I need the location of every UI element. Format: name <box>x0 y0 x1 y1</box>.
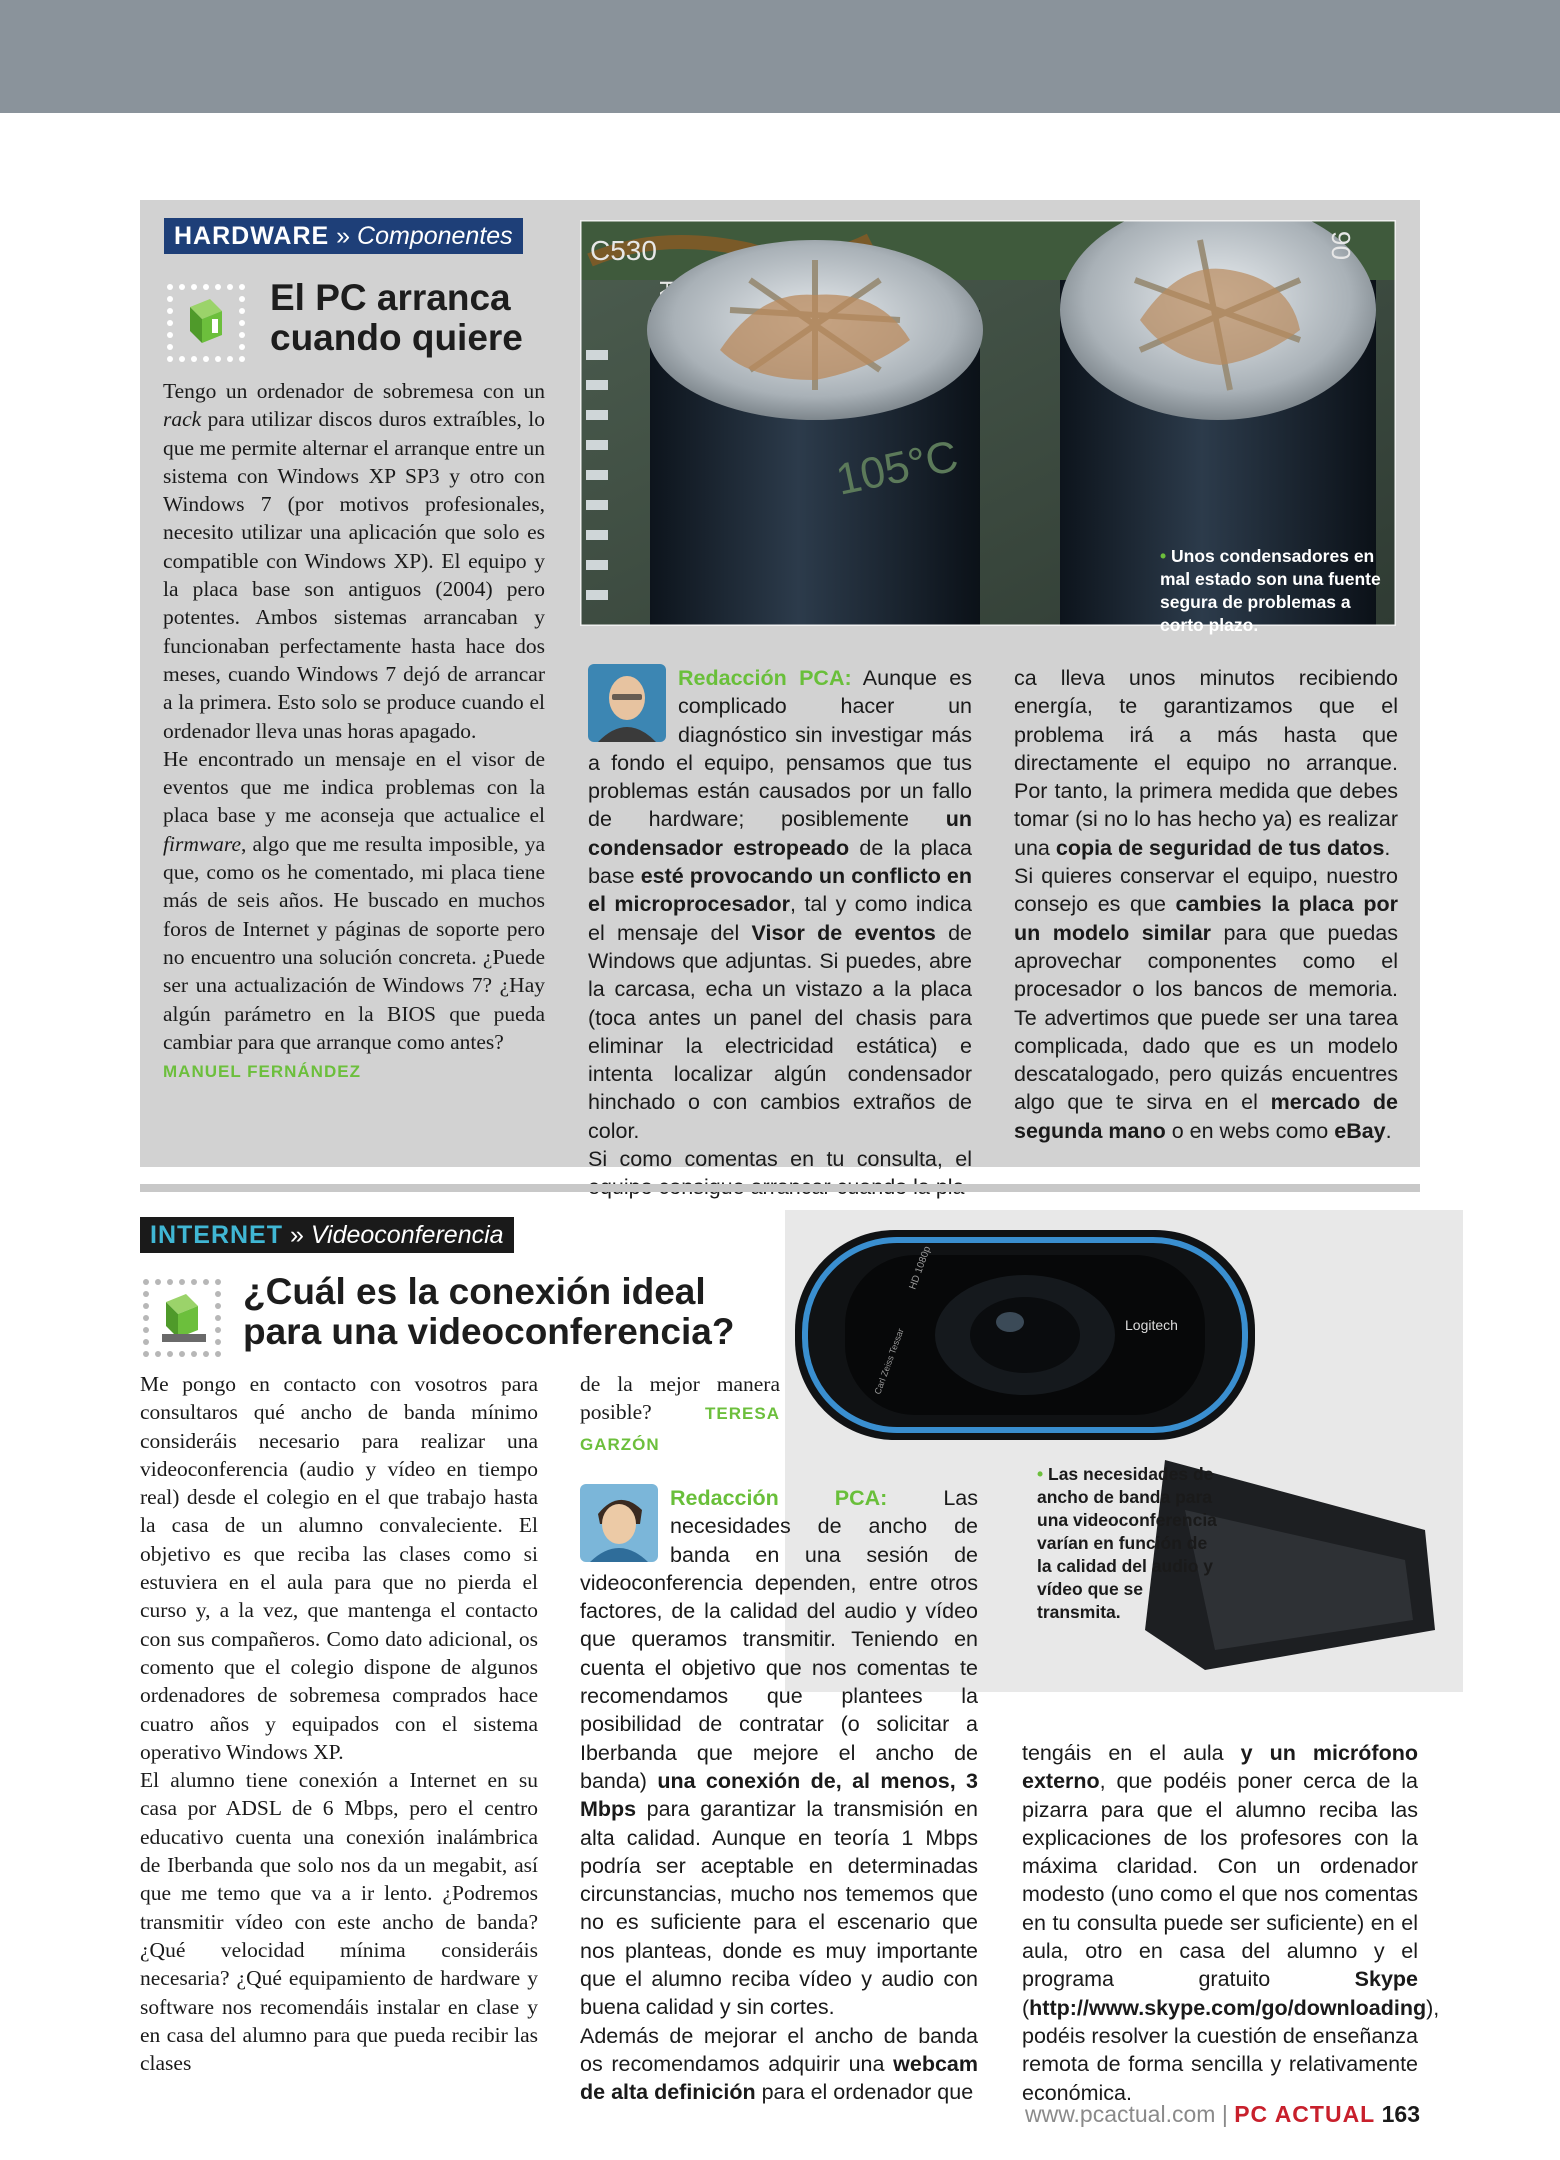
title-line-1: El PC arranca <box>270 277 511 318</box>
answer-text: Aunque es complicado hacer un diagnóstico sin investigar más a fondo el equipo, pensamos que tus problemas están causados por un fallo de hardware; posiblemente <box>588 666 972 832</box>
answer-bold: Skype <box>1354 1967 1418 1992</box>
answer-bold: esté provocando un conflicto en el microprocesador <box>588 864 972 917</box>
svg-text:06: 06 <box>1326 231 1356 260</box>
answer-bold: copia de seguridad de tus datos <box>1055 835 1385 860</box>
answer-bold: cambies la placa por un modelo similar <box>1014 892 1398 945</box>
question-text: El alumno tiene conexión a Internet en su casa por ADSL de 6 Mbps, pero el centro educativo cuenta una conexión inalámbrica de Iberbanda que solo nos da un megabit, así que me temo que va a ir lento. ¿Podremos transmitir vídeo con este ancho de banda? ¿Qué velocidad mínima consideráis necesaria? ¿Qué equipamiento de hardware y software nos recomendáis instalar en clase y en casa del alumno para que pueda recibir las clases <box>140 1768 538 2076</box>
svg-text:105°C: 105°C <box>831 431 963 505</box>
question-author: TERESA GARZÓN <box>580 1404 780 1454</box>
question-text: He encontrado un mensaje en el visor de eventos que me indica problemas con la placa base y me aconseja que actualice el <box>163 746 545 828</box>
answer-text: , que podéis poner cerca de la pizarra para que el alumno reciba las explicaciones de los profesores con la máxima claridad. Con un ordenador modesto (uno como el que nos comentas en tu consulta puede ser suficiente) en el aula, otro en casa del alumno y el programa gratuito <box>1022 1769 1418 1992</box>
answer-bold: y un micrófono externo <box>1022 1741 1418 1794</box>
answer-text: , tal y como indica el mensaje del <box>588 892 973 945</box>
footer-brand: PC ACTUAL <box>1234 2101 1376 2127</box>
answer-bold: webcam de alta definición <box>580 2051 978 2105</box>
editor-answer-column-2 <box>1022 1739 1440 2107</box>
answer-text: para el ordenador que <box>755 2080 974 2105</box>
caption-bullet-icon: • <box>1160 546 1171 566</box>
section-tag-hardware[interactable] <box>164 218 523 254</box>
section-separator: » <box>289 1221 304 1249</box>
caption-bullet-icon: • <box>1037 1464 1048 1484</box>
section-separator: » <box>336 222 351 250</box>
answer-text: o en webs como <box>1165 1118 1335 1143</box>
section-tag-internet[interactable] <box>140 1217 514 1253</box>
photo-caption <box>1160 545 1390 637</box>
section-name: INTERNET <box>150 1221 283 1249</box>
question-author: MANUEL FERNÁNDEZ <box>163 1062 361 1082</box>
answer-text: de la placa base <box>588 835 973 889</box>
footer-divider: | <box>1221 2101 1228 2127</box>
answer-text: Las necesidades de ancho de banda en una sesión de videoconferencia dependen, entre otros factores, de la calidad del audio y vídeo que queramos transmitir. Teniendo en cuenta el objetivo que nos comentas te recomendamos que plantees la posibilidad de contratar (o solicitar a Iberbanda que mejore el ancho de banda) <box>580 1486 978 1793</box>
subsection-name: Componentes <box>357 222 513 250</box>
section-name: HARDWARE <box>174 222 330 250</box>
answer-text: ), podéis resolver la cuestión de enseñanza remota de forma sencilla y relativamente económica. <box>1022 1995 1440 2105</box>
webcam-brand: Logitech <box>1125 1317 1178 1333</box>
editor-avatar <box>588 664 666 742</box>
editor-answer-column-1 <box>588 664 972 1202</box>
section-divider <box>140 1184 1420 1192</box>
answer-bold: eBay <box>1334 1118 1386 1143</box>
answer-text: . <box>1385 1118 1392 1143</box>
skype-link[interactable]: http://www.skype.com/go/downloading <box>1029 1995 1427 2020</box>
answer-bold: un condensador estropeado <box>588 807 972 860</box>
top-color-band <box>0 0 1560 113</box>
svg-text:C530: C530 <box>590 235 657 266</box>
caption-text: Unos condensadores en mal estado son una fuente segura de problemas a corto plazo. <box>1160 546 1381 635</box>
answer-label: Redacción PCA: <box>678 666 852 690</box>
question-text: Tengo un ordenador de sobremesa con un <box>163 379 545 403</box>
answer-text: Si quieres conservar el equipo, nuestro consejo es que <box>1014 864 1398 917</box>
question-italic: rack <box>163 407 202 432</box>
answer-text: ( <box>1022 1995 1030 2020</box>
article-title <box>270 278 570 358</box>
editor-avatar <box>580 1484 658 1562</box>
subsection-name: Videoconferencia <box>310 1221 504 1249</box>
webcam-model: HD 1080p <box>907 1244 934 1292</box>
answer-label: Redacción PCA: <box>670 1486 888 1510</box>
answer-bold: una conexión de, al menos, 3 Mbps <box>580 1768 978 1822</box>
answer-bold: Visor de eventos <box>751 920 936 945</box>
title-line-1: ¿Cuál es la conexión ideal <box>243 1271 706 1312</box>
question-text: , algo que me resulta imposible, ya que, como os he comentado, mi placa tiene más de seis años. He buscado en muchos foros de Internet y páginas de soporte pero no encuentro una solución concreta. ¿Puede ser una actualización de Windows 7? ¿Hay algún parámetro en la BIOS que pueda cambiar para que arranque como antes? <box>163 831 545 1054</box>
title-line-2: para una videoconferencia? <box>243 1311 735 1352</box>
editor-answer-column-2 <box>1014 664 1398 1145</box>
question-text: de la mejor manera posible? <box>580 1372 780 1425</box>
photo-caption <box>1037 1463 1217 1624</box>
answer-text: Además de mejorar el ancho de banda os recomendamos adquirir una <box>580 2023 978 2076</box>
answer-text: Si como comentas en tu consulta, el <box>588 1147 972 1172</box>
answer-text: ca lleva unos minutos recibiendo energía, te garantizamos que el problema irá a más hasta que directamente el equipo no arranque. Por tanto, la primera medida que debes tomar (si no lo has hecho ya) es realizar una <box>1014 666 1398 860</box>
answer-bold: mercado de segunda mano <box>1014 1090 1398 1143</box>
answer-text: tengáis en el aula <box>1022 1741 1241 1765</box>
editor-answer-column-1 <box>580 1484 978 2107</box>
reader-question <box>140 1370 538 2077</box>
answer-text: para que puedas aprovechar componentes como el procesador o los bancos de memoria. Te advertimos que puede ser una tarea complicada, dado que es un modelo descatalogado, pero quizás encuentres algo que te sirva en el <box>1014 920 1398 1115</box>
caption-text: Las necesidades de ancho de banda para una videoconferencia varían en función de la calidad del audio y vídeo que se transmita. <box>1037 1464 1217 1622</box>
webcam-lens: Carl Zeiss Tessar <box>872 1327 906 1396</box>
page-number: 163 <box>1381 2101 1420 2127</box>
reader-question <box>163 377 545 1086</box>
page-footer <box>1025 2101 1420 2128</box>
answer-text: de Windows que adjuntas. Si puedes, abre la carcasa, echa un vistazo a la placa (toca antes un panel del chasis para eliminar la electricidad estática) e intenta localizar algún condensador hinchado o con cambios extraños de color. <box>588 920 972 1143</box>
article-title <box>243 1272 943 1352</box>
question-italic: firmware <box>163 831 242 856</box>
hardware-chip-icon <box>164 281 248 365</box>
answer-text: para garantizar la transmisión en alta calidad. Aunque en teoría 1 Mbps podría ser aceptable en determinadas circunstancias, mucho nos tememos que no es suficiente para el escenario que nos planteas, donde es muy importante que el alumno reciba vídeo y audio con buena calidad y sin cortes. <box>580 1797 978 2020</box>
question-text: para utilizar discos duros extraíbles, lo que me permite alternar el arranque entre un sistema con Windows XP SP3 y otro con Windows 7 (por motivos profesionales, necesito utilizar una aplicación que solo es compatible con Windows XP). El equipo y la placa base son antiguos (2004) pero potentes. Ambos sistemas arrancaban y funcionaban perfectamente hasta hace dos meses, cuando Windows 7 dejó de arrancar a la primera. Esto solo se produce cuando el ordenador lleva unas horas apagado. <box>163 407 545 743</box>
footer-url[interactable]: www.pcactual.com <box>1024 2101 1216 2127</box>
title-line-2: cuando quiere <box>270 317 523 358</box>
reader-question-continued <box>580 1370 780 1459</box>
answer-text: . <box>1384 835 1391 860</box>
question-text: Me pongo en contacto con vosotros para consultaros qué ancho de banda mínimo consideráis necesario para realizar una videoconferencia (audio y vídeo en tiempo real) desde el colegio en el que trabajo hasta la casa de un alumno convaleciente. El objetivo es que reciba las clases como si estuviera en el aula para que no pierda el curso y, a la vez, que mantenga el contacto con sus compañeros. Como dato adicional, os comento que el colegio dispone de algunos ordenadores de sobremesa comprados hace cuatro años y equipados con el sistema operativo Windows XP. <box>140 1372 538 1764</box>
internet-chip-icon <box>140 1276 224 1360</box>
